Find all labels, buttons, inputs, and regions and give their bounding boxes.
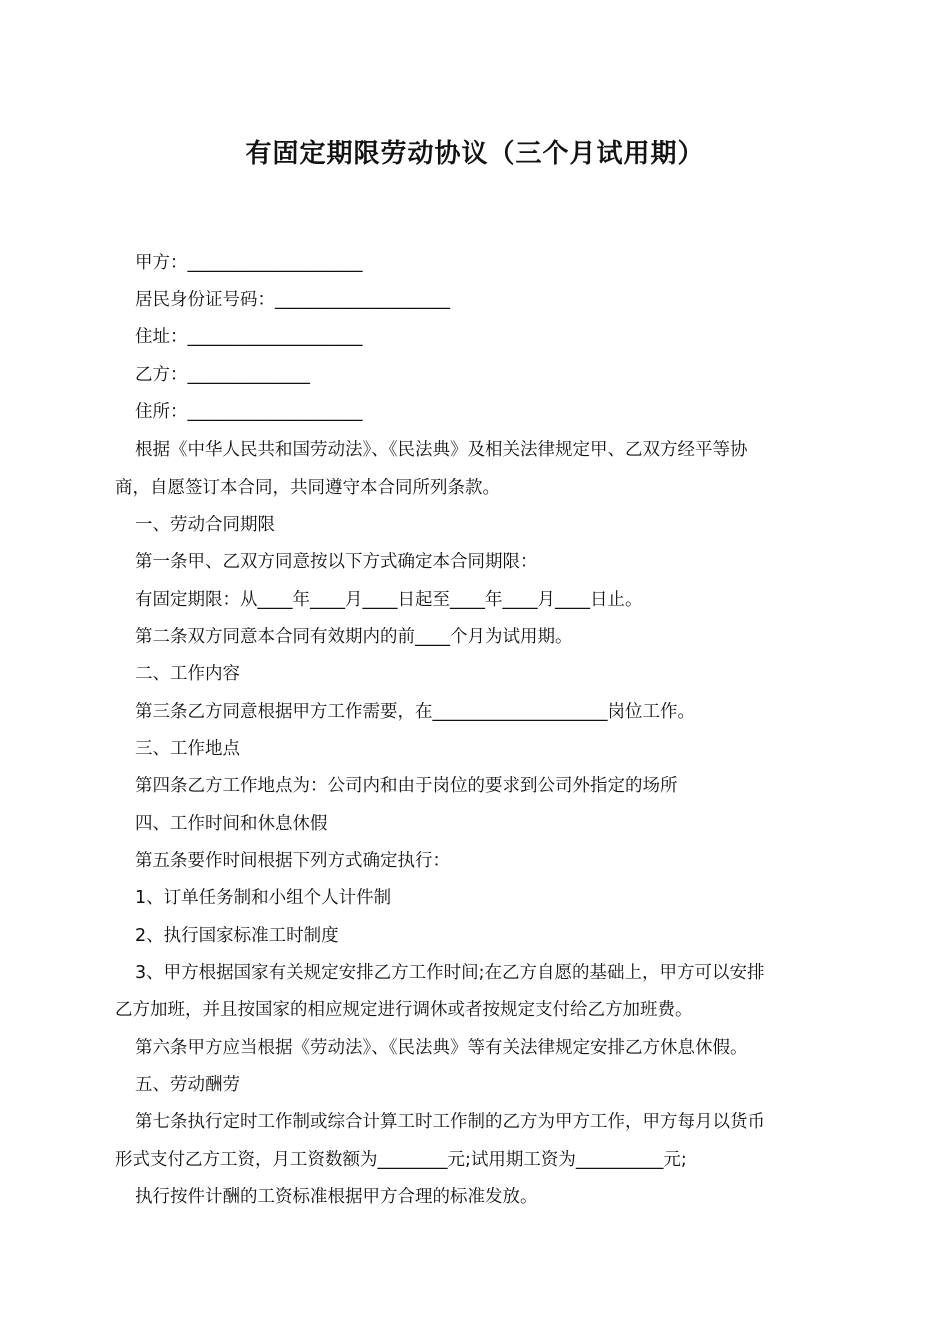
- article-4: 第四条乙方工作地点为：公司内和由于岗位的要求到公司外指定的场所: [135, 776, 678, 796]
- party-a-field: 甲方：____________________: [135, 253, 363, 273]
- article-1: 第一条甲、乙双方同意按以下方式确定本合同期限：: [135, 552, 538, 572]
- address-field: 住址：____________________: [135, 327, 363, 347]
- list-item-3-line-1: 3、甲方根据国家有关规定安排乙方工作时间;在乙方自愿的基础上，甲方可以安排: [135, 963, 765, 983]
- article-6: 第六条甲方应当根据《劳动法》、《民法典》等有关法律规定安排乙方休息休假。: [135, 1038, 748, 1058]
- article-2: 第二条双方同意本合同有效期内的前____个月为试用期。: [135, 627, 573, 647]
- list-item-2: 2、执行国家标准工时制度: [135, 926, 339, 946]
- article-7-line-2: 形式支付乙方工资，月工资数额为________元;试用期工资为__________元;: [115, 1150, 687, 1170]
- id-number-field: 居民身份证号码：____________________: [135, 290, 450, 310]
- preamble-line-2: 商，自愿签订本合同，共同遵守本合同所列条款。: [115, 478, 500, 498]
- section-heading-3: 三、工作地点: [135, 739, 240, 759]
- term-period: 有固定期限：从____年____月____日起至____年____月____日止。: [135, 590, 643, 610]
- section-heading-1: 一、劳动合同期限: [135, 515, 275, 535]
- article-7-line-1: 第七条执行定时工作制或综合计算工时工作制的乙方为甲方工作，甲方每月以货币: [135, 1112, 765, 1132]
- article-5: 第五条要作时间根据下列方式确定执行：: [135, 851, 450, 871]
- section-heading-4: 四、工作时间和休息休假: [135, 814, 328, 834]
- section-heading-2: 二、工作内容: [135, 664, 240, 684]
- article-3: 第三条乙方同意根据甲方工作需要，在____________________岗位工作。: [135, 702, 695, 722]
- residence-field: 住所：____________________: [135, 402, 363, 422]
- list-item-3-line-2: 乙方加班，并且按国家的相应规定进行调休或者按规定支付给乙方加班费。: [115, 1000, 693, 1020]
- party-b-field: 乙方：______________: [135, 365, 310, 385]
- article-7-line-3: 执行按件计酬的工资标准根据甲方合理的标准发放。: [135, 1187, 538, 1207]
- section-heading-5: 五、劳动酬劳: [135, 1075, 240, 1095]
- preamble-line-1: 根据《中华人民共和国劳动法》、《民法典》及相关法律规定甲、乙双方经平等协: [135, 440, 748, 460]
- list-item-1: 1、订单任务制和小组个人计件制: [135, 888, 392, 908]
- document-title: 有固定期限劳动协议（三个月试用期）: [245, 139, 705, 169]
